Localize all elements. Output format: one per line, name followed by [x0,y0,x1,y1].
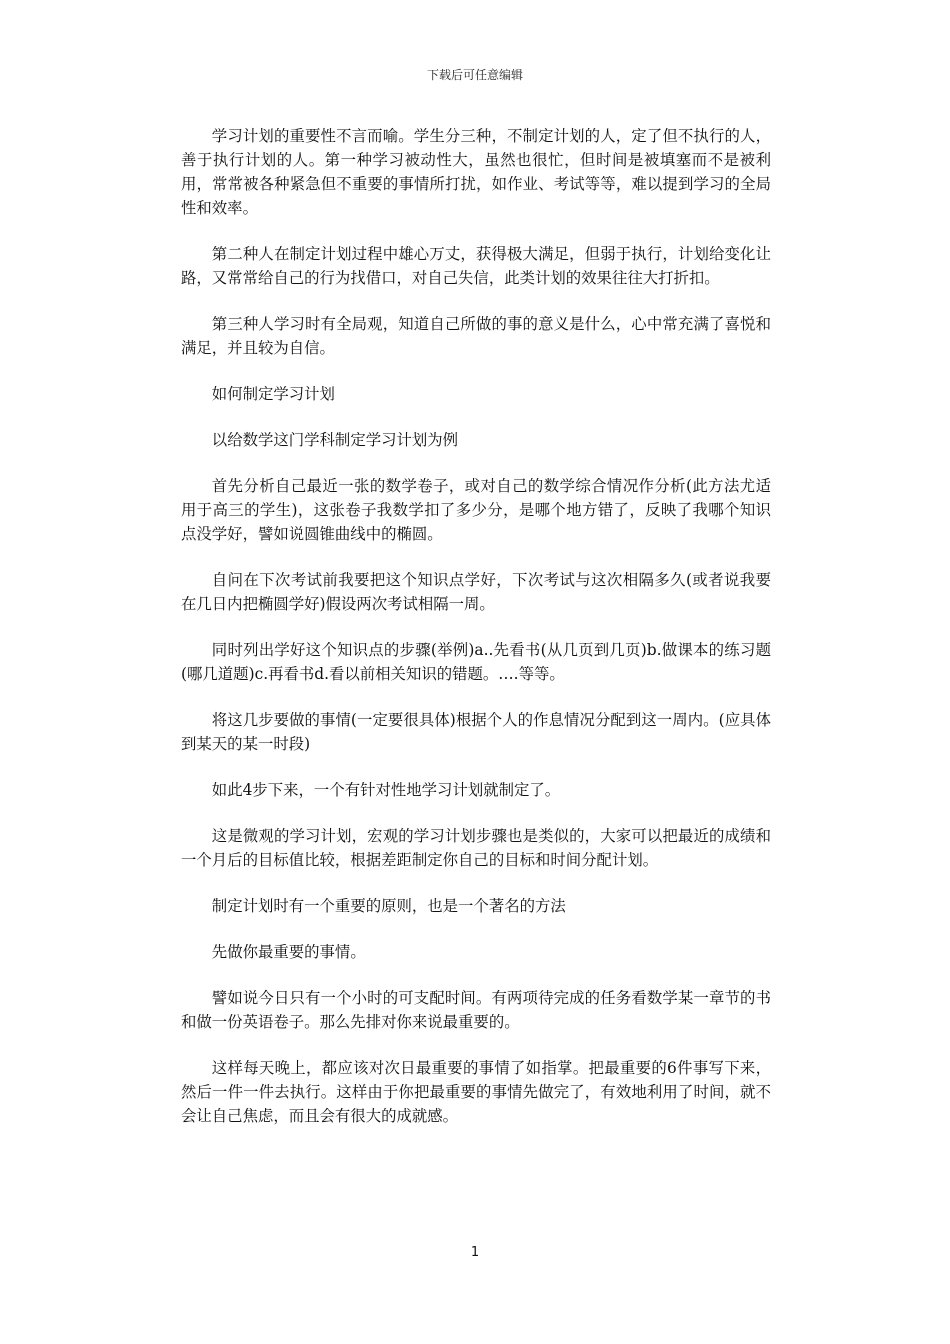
paragraph: 以给数学这门学科制定学习计划为例 [211,431,459,449]
paragraph: 首先分析自己最近一张的数学卷子，或对自己的数学综合情况作分析(此方法尤适用于高三的学生)，这张卷子我数学扣了多少分，是哪个地方错了，反映了我哪个知识点没学好，譬如说圆锥曲线中的椭圆。 [181,477,771,543]
paragraph: 学习计划的重要性不言而喻。学生分三种，不制定计划的人，定了但不执行的人，善于执行计划的人。第一种学习被动性大，虽然也很忙，但时间是被填塞而不是被利用，常常被各种紧急但不重要的事情所打扰，如作业、考试等等，难以提到学习的全局性和效率。 [181,127,771,217]
paragraph: 这样每天晚上，都应该对次日最重要的事情了如指掌。把最重要的6件事写下来，然后一件一件去执行。这样由于你把最重要的事情先做完了，有效地利用了时间，就不会让自己焦虑，而且会有很大的成就感。 [181,1059,771,1125]
section-heading: 如何制定学习计划 [211,385,335,403]
paragraph: 第二种人在制定计划过程中雄心万丈，获得极大满足，但弱于执行，计划给变化让路，又常常给自己的行为找借口，对自己失信，此类计划的效果往往大打折扣。 [181,245,771,287]
paragraph: 如此4步下来，一个有针对性地学习计划就制定了。 [211,781,561,799]
paragraph: 制定计划时有一个重要的原则，也是一个著名的方法 [211,897,566,915]
paragraph: 将这几步要做的事情(一定要很具体)根据个人的作息情况分配到这一周内。(应具体到某天的某一时段) [181,711,771,753]
document-body [181,124,771,1150]
paragraph: 这是微观的学习计划，宏观的学习计划步骤也是类似的，大家可以把最近的成绩和一个月后的目标值比较，根据差距制定你自己的目标和时间分配计划。 [181,827,771,869]
paragraph: 第三种人学习时有全局观，知道自己所做的事的意义是什么，心中常充满了喜悦和满足，并且较为自信。 [181,315,771,357]
page-header: 下载后可任意编辑 [426,68,523,82]
paragraph: 譬如说今日只有一个小时的可支配时间。有两项待完成的任务看数学某一章节的书和做一份英语卷子。那么先排对你来说最重要的。 [181,989,771,1031]
page-number: 1 [470,1245,480,1260]
paragraph: 同时列出学好这个知识点的步骤(举例)a..先看书(从几页到几页)b.做课本的练习题(哪几道题)c.再看书d.看以前相关知识的错题。….等等。 [181,641,771,683]
paragraph: 先做你最重要的事情。 [211,943,366,961]
paragraph: 自问在下次考试前我要把这个知识点学好，下次考试与这次相隔多久(或者说我要在几日内把椭圆学好)假设两次考试相隔一周。 [181,571,771,613]
